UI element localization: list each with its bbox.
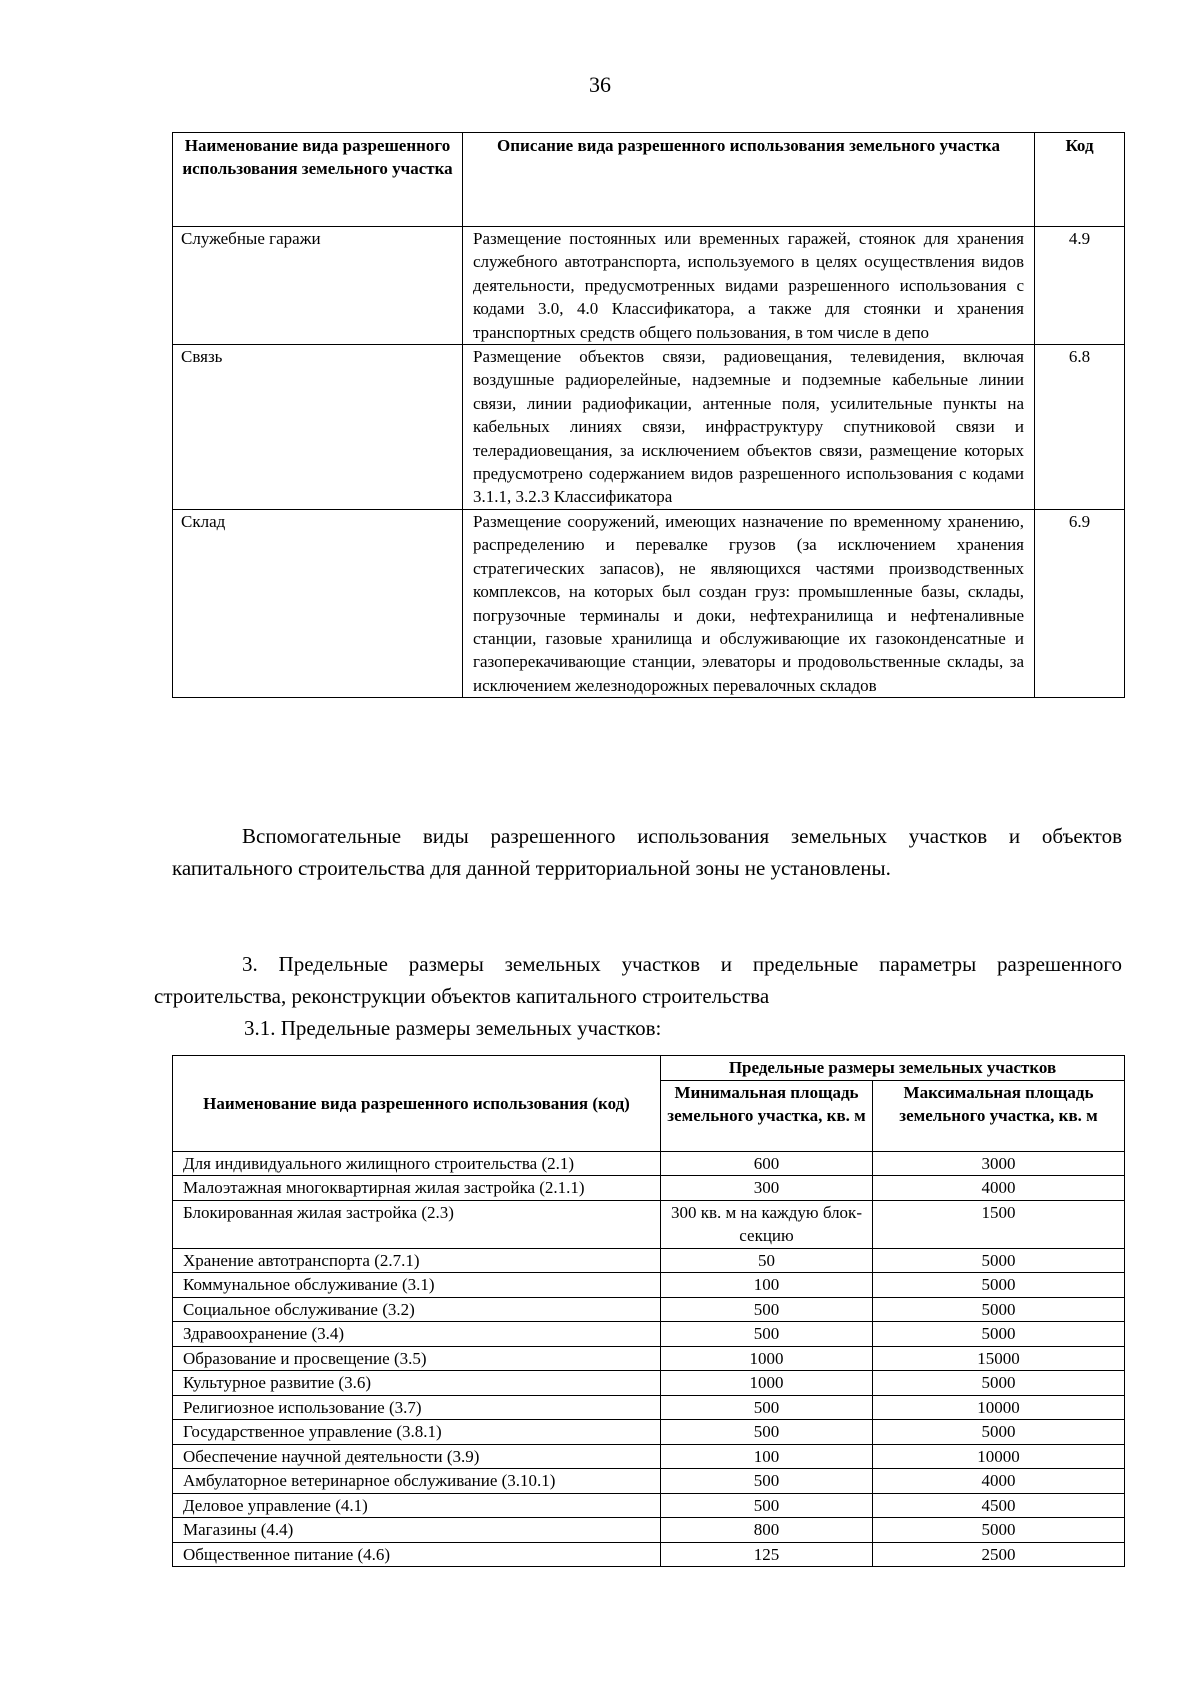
header-code: Код xyxy=(1035,133,1125,227)
header-use-description: Описание вида разрешенного использования земельного участка xyxy=(463,133,1035,227)
use-name-code: Здравоохранение (3.4) xyxy=(173,1322,661,1347)
table-row xyxy=(173,1297,1125,1322)
auxiliary-uses-paragraph xyxy=(172,820,1122,884)
table-row xyxy=(173,1518,1125,1543)
table-row xyxy=(173,345,1125,510)
header-max-area: Максимальная площадь земельного участка, кв. м xyxy=(873,1080,1125,1151)
min-area: 500 xyxy=(661,1469,873,1494)
table-row xyxy=(173,227,1125,345)
max-area: 5000 xyxy=(873,1420,1125,1445)
use-name: Склад xyxy=(173,509,463,697)
header-size-limits: Предельные размеры земельных участков xyxy=(661,1056,1125,1081)
use-name-code: Коммунальное обслуживание (3.1) xyxy=(173,1273,661,1298)
header-min-area: Минимальная площадь земельного участка, кв. м xyxy=(661,1080,873,1151)
use-name-code: Социальное обслуживание (3.2) xyxy=(173,1297,661,1322)
use-code: 4.9 xyxy=(1035,227,1125,345)
max-area: 2500 xyxy=(873,1542,1125,1567)
table-row xyxy=(173,1371,1125,1396)
min-area: 1000 xyxy=(661,1371,873,1396)
min-area: 500 xyxy=(661,1395,873,1420)
max-area: 1500 xyxy=(873,1200,1125,1248)
section-3-1-heading: 3.1. Предельные размеры земельных участков: xyxy=(244,1016,662,1040)
use-name-code: Магазины (4.4) xyxy=(173,1518,661,1543)
header-use-name-code: Наименование вида разрешенного использования (код) xyxy=(173,1056,661,1152)
use-name-code: Образование и просвещение (3.5) xyxy=(173,1346,661,1371)
table-row xyxy=(173,1420,1125,1445)
min-area: 500 xyxy=(661,1420,873,1445)
min-area: 1000 xyxy=(661,1346,873,1371)
min-area: 100 xyxy=(661,1444,873,1469)
min-area: 500 xyxy=(661,1493,873,1518)
table-row xyxy=(173,1322,1125,1347)
table-row xyxy=(173,509,1125,697)
use-name: Служебные гаражи xyxy=(173,227,463,345)
use-name-code: Малоэтажная многоквартирная жилая застройка (2.1.1) xyxy=(173,1176,661,1201)
page-number: 36 xyxy=(589,72,611,97)
table-row xyxy=(173,1200,1125,1248)
min-area: 300 xyxy=(661,1176,873,1201)
max-area: 5000 xyxy=(873,1273,1125,1298)
min-area: 125 xyxy=(661,1542,873,1567)
use-description: Размещение постоянных или временных гаражей, стоянок для хранения служебного автотранспорта, используемого в целях осуществления видов деятельности, предусмотренных видами разрешенного использования с кодами 3.0, 4.0 Классификатора, а также для стоянки и хранения транспортных средств общего пользования, в том числе в депо xyxy=(463,227,1035,345)
use-name-code: Религиозное использование (3.7) xyxy=(173,1395,661,1420)
min-area: 500 xyxy=(661,1297,873,1322)
min-area: 800 xyxy=(661,1518,873,1543)
auxiliary-uses-text: Вспомогательные виды разрешенного использования земельных участков и объектов капитального строительства для данной территориальной зоны не установлены. xyxy=(172,824,1122,880)
table-row xyxy=(173,1469,1125,1494)
table-row xyxy=(173,1346,1125,1371)
use-name: Связь xyxy=(173,345,463,510)
min-area: 50 xyxy=(661,1248,873,1273)
use-name-code: Культурное развитие (3.6) xyxy=(173,1371,661,1396)
table-row xyxy=(173,1542,1125,1567)
max-area: 4000 xyxy=(873,1469,1125,1494)
max-area: 10000 xyxy=(873,1444,1125,1469)
max-area: 4000 xyxy=(873,1176,1125,1201)
max-area: 3000 xyxy=(873,1151,1125,1176)
header-use-name: Наименование вида разрешенного использования земельного участка xyxy=(173,133,463,227)
permitted-use-table xyxy=(172,132,1125,698)
use-code: 6.8 xyxy=(1035,345,1125,510)
use-name-code: Деловое управление (4.1) xyxy=(173,1493,661,1518)
section-3-text: 3. Предельные размеры земельных участков и предельные параметры разрешенного строительства, реконструкции объектов капитального строительства xyxy=(154,952,1122,1008)
table-row xyxy=(173,1273,1125,1298)
min-area: 500 xyxy=(661,1322,873,1347)
table-row xyxy=(173,1248,1125,1273)
table-header-row xyxy=(173,133,1125,227)
max-area: 10000 xyxy=(873,1395,1125,1420)
table-row xyxy=(173,1395,1125,1420)
max-area: 15000 xyxy=(873,1346,1125,1371)
use-description: Размещение объектов связи, радиовещания, телевидения, включая воздушные радиорелейные, надземные и подземные кабельные линии связи, линии радиофикации, антенные поля, усилительные пункты на кабельных линиях связи, инфраструктуру спутниковой связи и телерадиовещания, за исключением объектов связи, размещение которых предусмотрено содержанием видов разрешенного использования с кодами 3.1.1, 3.2.3 Классификатора xyxy=(463,345,1035,510)
table-row xyxy=(173,1151,1125,1176)
table-header-row xyxy=(173,1056,1125,1081)
use-name-code: Общественное питание (4.6) xyxy=(173,1542,661,1567)
min-area: 300 кв. м на каждую блок-секцию xyxy=(661,1200,873,1248)
use-description: Размещение сооружений, имеющих назначение по временному хранению, распределению и перевалке грузов (за исключением хранения стратегических запасов), не являющихся частями производственных комплексов, на которых был создан груз: промышленные базы, склады, погрузочные терминалы и доки, нефтехранилища и нефтеналивные станции, газовые хранилища и обслуживающие их газоконденсатные и газоперекачивающие станции, элеваторы и продовольственные склады, за исключением железнодорожных перевалочных складов xyxy=(463,509,1035,697)
use-name-code: Государственное управление (3.8.1) xyxy=(173,1420,661,1445)
min-area: 100 xyxy=(661,1273,873,1298)
max-area: 5000 xyxy=(873,1518,1125,1543)
plot-size-limits-table xyxy=(172,1055,1125,1567)
use-name-code: Хранение автотранспорта (2.7.1) xyxy=(173,1248,661,1273)
use-name-code: Для индивидуального жилищного строительства (2.1) xyxy=(173,1151,661,1176)
max-area: 5000 xyxy=(873,1371,1125,1396)
max-area: 4500 xyxy=(873,1493,1125,1518)
table-row xyxy=(173,1176,1125,1201)
section-3-heading xyxy=(154,948,1122,1012)
table-row xyxy=(173,1444,1125,1469)
min-area: 600 xyxy=(661,1151,873,1176)
use-name-code: Блокированная жилая застройка (2.3) xyxy=(173,1200,661,1248)
use-code: 6.9 xyxy=(1035,509,1125,697)
use-name-code: Обеспечение научной деятельности (3.9) xyxy=(173,1444,661,1469)
max-area: 5000 xyxy=(873,1322,1125,1347)
max-area: 5000 xyxy=(873,1297,1125,1322)
table-row xyxy=(173,1493,1125,1518)
max-area: 5000 xyxy=(873,1248,1125,1273)
use-name-code: Амбулаторное ветеринарное обслуживание (3.10.1) xyxy=(173,1469,661,1494)
